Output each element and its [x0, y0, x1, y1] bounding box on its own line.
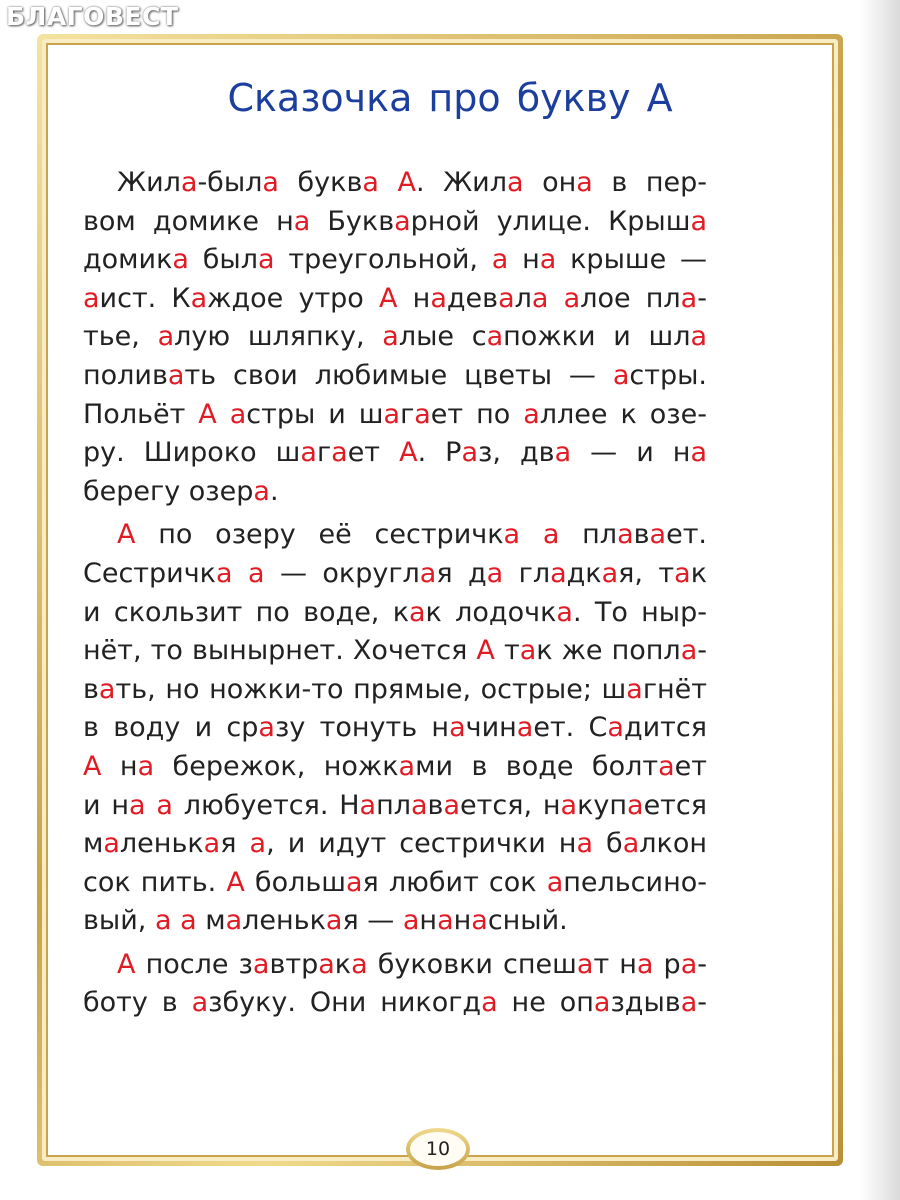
highlighted-letter: а	[411, 789, 428, 821]
highlighted-letter: а	[690, 205, 707, 237]
highlighted-letter: а	[498, 282, 515, 314]
highlighted-letter: а	[636, 948, 654, 980]
highlighted-letter: а	[253, 475, 270, 507]
highlighted-letter: а	[519, 635, 537, 667]
highlighted-letter: а	[409, 596, 426, 628]
story-text	[83, 164, 707, 1028]
highlighted-letter: А	[399, 437, 418, 469]
highlighted-letter: а	[649, 519, 667, 551]
highlighted-letter: а	[550, 557, 567, 589]
highlighted-letter: а	[300, 437, 317, 469]
text-line: вый, а а маленькая — ананасный.	[83, 905, 568, 937]
highlighted-letter: а	[576, 948, 594, 980]
highlighted-letter: а	[419, 557, 437, 589]
page-number: 10	[410, 1132, 466, 1166]
highlighted-letter: а	[293, 205, 311, 237]
highlighted-letter: а	[612, 359, 630, 391]
highlighted-letter: а	[486, 321, 504, 353]
highlighted-letter: а	[249, 828, 267, 860]
highlighted-letter: а	[690, 321, 708, 353]
highlighted-letter: А	[117, 948, 136, 980]
text-line: и на а любуется. Наплавается, накупается	[83, 789, 707, 821]
highlighted-letter: а	[215, 557, 233, 589]
highlighted-letter: а	[531, 282, 549, 314]
text-line: аист. Каждое утро А надевала алое пла-	[83, 282, 707, 314]
highlighted-letter: А	[117, 519, 136, 551]
highlighted-letter: а	[225, 905, 243, 937]
text-line: берегу озера.	[83, 475, 279, 507]
highlighted-letter: а	[506, 167, 524, 198]
highlighted-letter: А	[397, 167, 416, 198]
highlighted-letter: А	[379, 282, 398, 314]
highlighted-letter: а	[262, 167, 279, 198]
highlighted-letter: а	[258, 244, 275, 276]
highlighted-letter: а	[576, 828, 594, 860]
text-line: боту в азбуку. Они никогда не опаздыва-	[83, 987, 707, 1019]
paragraph	[83, 946, 707, 1023]
highlighted-letter: а	[593, 987, 611, 1019]
highlighted-letter: а	[402, 905, 420, 937]
text-line: маленькая а, и идут сестрички на балкон	[83, 828, 708, 860]
highlighted-letter: а	[229, 398, 247, 430]
highlighted-letter: А	[476, 635, 495, 667]
highlighted-letter: а	[430, 282, 447, 314]
highlighted-letter: а	[617, 519, 634, 551]
highlighted-letter: а	[626, 673, 643, 705]
text-line: А на бережок, ножками в воде болтает	[83, 750, 707, 782]
highlighted-letter: а	[556, 596, 573, 628]
page-edge-shadow	[860, 0, 900, 1200]
highlighted-letter: а	[362, 167, 379, 198]
highlighted-letter: а	[83, 282, 100, 314]
highlighted-letter: а	[351, 948, 368, 980]
highlighted-letter: а	[576, 167, 593, 198]
highlighted-letter: а	[258, 712, 275, 744]
highlighted-letter: а	[523, 398, 540, 430]
highlighted-letter: а	[172, 244, 189, 276]
highlighted-letter: а	[491, 244, 509, 276]
highlighted-letter: А	[83, 750, 102, 782]
highlighted-letter: а	[398, 750, 416, 782]
highlighted-letter: а	[461, 437, 479, 469]
highlighted-letter: А	[198, 398, 217, 430]
highlighted-letter: а	[203, 828, 221, 860]
highlighted-letter: а	[318, 948, 335, 980]
highlighted-letter: А	[226, 866, 245, 898]
text-line: в воду и сразу тонуть начинает. Садится	[83, 712, 707, 744]
text-line: нёт, то вынырнет. Хочется А так же попла-	[83, 635, 707, 667]
text-line: А по озеру её сестричка а плавает.	[117, 519, 707, 551]
highlighted-letter: а	[680, 282, 698, 314]
text-line: сок пить. А большая любит сок апельсино-	[83, 866, 707, 898]
highlighted-letter: а	[486, 557, 504, 589]
highlighted-letter: а	[443, 789, 461, 821]
highlighted-letter: а	[658, 750, 675, 782]
highlighted-letter: а	[167, 359, 185, 391]
paragraph	[83, 516, 707, 941]
highlighted-letter: а	[622, 828, 640, 860]
highlighted-letter: а	[382, 321, 399, 353]
highlighted-letter: а	[345, 866, 363, 898]
highlighted-letter: а	[137, 750, 155, 782]
paragraph	[83, 164, 707, 511]
highlighted-letter: а	[156, 789, 173, 821]
highlighted-letter: а	[563, 282, 581, 314]
highlighted-letter: а	[325, 905, 343, 937]
text-line: Польёт А астры и шагает по аллее к озе-	[83, 398, 707, 430]
highlighted-letter: а	[546, 866, 564, 898]
highlighted-letter: а	[331, 437, 348, 469]
text-line: Сестричка а — округлая да гладкая, так	[83, 557, 707, 589]
highlighted-letter: а	[98, 673, 116, 705]
highlighted-letter: а	[190, 282, 208, 314]
highlighted-letter: а	[154, 905, 172, 937]
highlighted-letter: а	[690, 437, 707, 469]
highlighted-letter: а	[103, 828, 120, 860]
highlighted-letter: а	[414, 398, 431, 430]
highlighted-letter: а	[247, 557, 265, 589]
highlighted-letter: а	[560, 789, 578, 821]
highlighted-letter: а	[359, 789, 377, 821]
highlighted-letter: а	[437, 905, 454, 937]
text-line: вать, но ножки-то прямые, острые; шагнёт	[83, 673, 707, 705]
highlighted-letter: а	[180, 905, 197, 937]
highlighted-letter: а	[539, 244, 557, 276]
highlighted-letter: а	[554, 437, 572, 469]
highlighted-letter: а	[516, 712, 534, 744]
text-line: и скользит по воде, как лодочка. То ныр-	[83, 596, 707, 628]
highlighted-letter: а	[180, 167, 198, 198]
highlighted-letter: а	[680, 948, 698, 980]
highlighted-letter: а	[674, 557, 691, 589]
highlighted-letter: а	[680, 987, 698, 1019]
highlighted-letter: а	[680, 635, 698, 667]
highlighted-letter: а	[191, 987, 209, 1019]
text-line: вом домике на Букварной улице. Крыша	[83, 205, 707, 237]
highlighted-letter: а	[471, 905, 488, 937]
text-line: ру. Широко шагает А. Раз, два — и на	[83, 437, 707, 469]
highlighted-letter: а	[627, 789, 644, 821]
highlighted-letter: а	[252, 948, 270, 980]
text-line: А после завтрака буковки спешат на ра-	[117, 948, 707, 980]
text-line: Жила-была буква А. Жила она в пер-	[117, 167, 707, 198]
page-number-badge	[406, 1128, 470, 1170]
highlighted-letter: а	[481, 987, 498, 1019]
highlighted-letter: а	[129, 789, 146, 821]
text-line: домика была треугольной, а на крыше —	[83, 244, 707, 276]
text-line: тье, алую шляпку, алые сапожки и шла	[83, 321, 708, 353]
page-title: Сказочка про букву А	[227, 76, 673, 120]
highlighted-letter: а	[607, 712, 624, 744]
watermark-logo: БЛАГОВЕСТ	[6, 2, 179, 31]
highlighted-letter: а	[503, 519, 521, 551]
highlighted-letter: а	[394, 205, 411, 237]
highlighted-letter: а	[449, 712, 466, 744]
highlighted-letter: а	[383, 398, 401, 430]
text-line: поливать свои любимые цветы — астры.	[83, 359, 707, 391]
highlighted-letter: а	[542, 519, 560, 551]
highlighted-letter: а	[601, 557, 619, 589]
highlighted-letter: а	[157, 321, 175, 353]
